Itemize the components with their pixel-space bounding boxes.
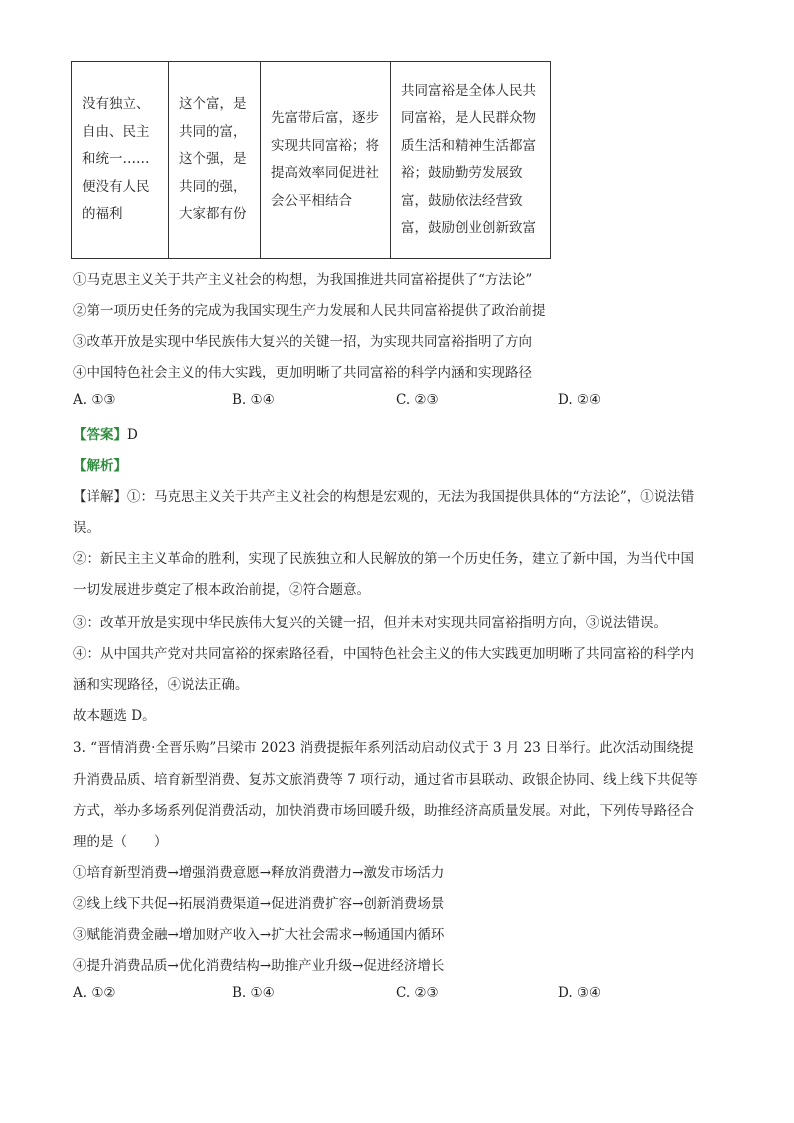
cell-line: 裕；鼓励勤劳发展致 — [401, 165, 523, 181]
q3-stem-line-4: 理的是（ ） — [73, 834, 168, 850]
cell-line: 没有独立、 — [82, 96, 150, 113]
cell-line: 便没有人民 — [82, 178, 150, 195]
q3-stem-line-3: 方式，举办多场系列促消费活动，加快消费市场回暖升级，助推经济高质量发展。对此，下列传导路径合 — [73, 803, 694, 819]
q3-stem-line-2: 升消费品质、培育新型消费、复苏文旅消费等 7 项行动，通过省市县联动、政银企协同、线上线下共促等 — [73, 772, 698, 788]
q2-option-c: C. ②③ — [396, 392, 439, 408]
cell-line: 富，鼓励创业创新致富 — [401, 220, 536, 236]
answer-value: D — [127, 427, 138, 443]
cell-line: 共同富裕是全体人民共 — [401, 82, 536, 99]
cell-line: 实现共同富裕；将 — [271, 137, 379, 154]
cell-line: 大家都有份 — [179, 206, 247, 223]
detail-line-6: ④：从中国共产党对共同富裕的探索路径看，中国特色社会主义的伟大实践更加明晰了共同富裕的科学内 — [73, 646, 694, 662]
detail-line-5: ③：改革开放是实现中华民族伟大复兴的关键一招，但并未对实现共同富裕指明方向，③说法错误。 — [73, 615, 667, 631]
conclusion-line: 故本题选 D。 — [73, 708, 156, 724]
detail-line-1 — [73, 485, 694, 505]
detail-text: ①：马克思主义关于共产主义社会的构想是宏观的，无法为我国提供具体的“方法论”，①说法错 — [127, 489, 695, 505]
quote-table — [71, 61, 551, 259]
table-cell-4 — [391, 62, 551, 259]
cell-line: 质生活和精神生活都富 — [401, 137, 536, 154]
q2-statement-4: ④中国特色社会主义的伟大实践，更加明晰了共同富裕的科学内涵和实现路径 — [73, 365, 532, 381]
q3-statement-3: ③赋能消费金融→增加财产收入→扩大社会需求→畅通国内循环 — [73, 927, 445, 943]
answer-label: 【答案】 — [73, 427, 127, 443]
analysis-label: 【解析】 — [73, 458, 127, 474]
q2-option-d: D. ②④ — [558, 392, 602, 408]
cell-line: 会公平相结合 — [271, 192, 352, 209]
analysis-line — [73, 454, 127, 474]
q3-option-c: C. ②③ — [396, 985, 439, 1001]
q3-statement-2: ②线上线下共促→拓展消费渠道→促进消费扩容→创新消费场景 — [73, 896, 445, 912]
table-row — [72, 62, 551, 259]
table-cell-1 — [72, 62, 169, 259]
q3-option-d: D. ③④ — [558, 985, 602, 1001]
detail-line-7: 涵和实现路径，④说法正确。 — [73, 677, 249, 693]
cell-line: 这个富，是 — [179, 96, 247, 113]
cell-line: 共同的强， — [179, 178, 247, 195]
cell-line: 富，鼓励依法经营致 — [401, 192, 523, 209]
detail-line-4: 一切发展进步奠定了根本政治前提，②符合题意。 — [73, 582, 370, 598]
cell-line: 自由、民主 — [82, 123, 150, 140]
cell-line: 这个强，是 — [179, 151, 247, 168]
detail-label: 【详解】 — [73, 489, 127, 505]
q2-statement-2: ②第一项历史任务的完成为我国实现生产力发展和人民共同富裕提供了政治前提 — [73, 303, 546, 319]
answer-line — [73, 423, 138, 443]
q3-option-a: A. ①② — [73, 985, 116, 1001]
cell-line: 先富带后富，逐步 — [271, 110, 379, 126]
q2-option-a: A. ①③ — [73, 392, 116, 408]
q2-statement-1: ①马克思主义关于共产主义社会的构想，为我国推进共同富裕提供了“方法论” — [73, 272, 533, 288]
q3-stem-line-1: 3. “晋情消费·全晋乐购”吕梁市 2023 消费提振年系列活动启动仪式于 3 月 23 日举行。此次活动围绕提 — [73, 740, 694, 756]
detail-line-3: ②：新民主主义革命的胜利，实现了民族独立和人民解放的第一个历史任务，建立了新中国，为当代中国 — [73, 551, 694, 567]
q3-statement-1: ①培育新型消费→增强消费意愿→释放消费潜力→激发市场活力 — [73, 865, 445, 881]
cell-line: 提高效率同促进社 — [271, 165, 379, 181]
q3-statement-4: ④提升消费品质→优化消费结构→助推产业升级→促进经济增长 — [73, 958, 445, 974]
cell-line: 共同的富， — [179, 123, 247, 140]
q2-statement-3: ③改革开放是实现中华民族伟大复兴的关键一招，为实现共同富裕指明了方向 — [73, 334, 532, 350]
detail-line-2: 误。 — [73, 520, 100, 536]
cell-line: 和统一…… — [82, 151, 150, 168]
table-cell-3 — [261, 62, 391, 259]
q3-option-b: B. ①④ — [232, 985, 275, 1001]
table-cell-2 — [169, 62, 261, 259]
cell-line: 同富裕，是人民群众物 — [401, 110, 536, 126]
q2-option-b: B. ①④ — [232, 392, 275, 408]
cell-line: 的福利 — [82, 206, 123, 223]
